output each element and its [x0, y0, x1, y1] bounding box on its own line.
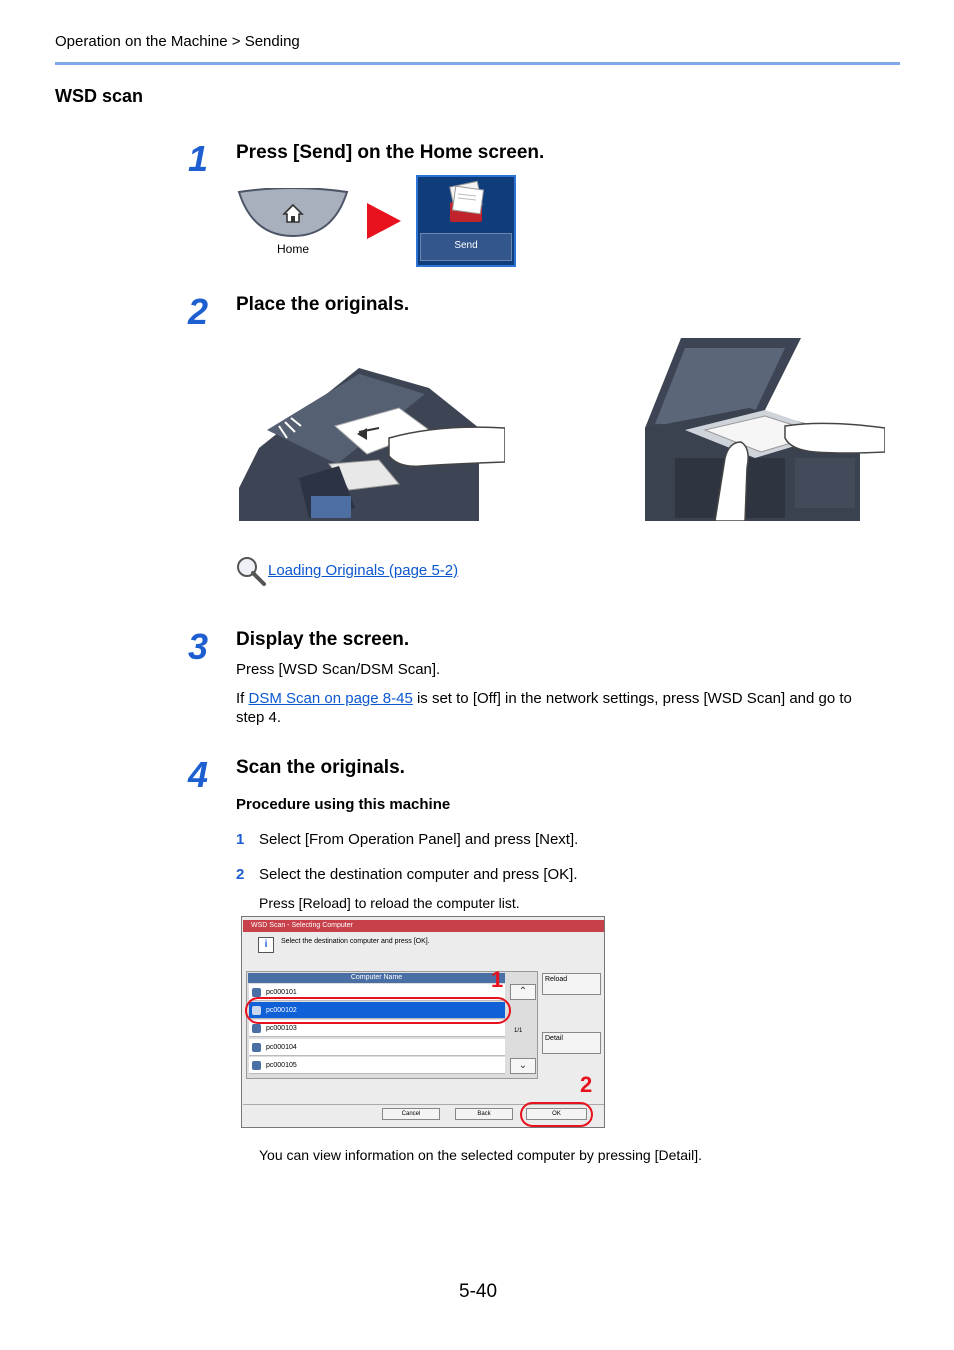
substep-text-1: Select [From Operation Panel] and press [Next].: [259, 831, 579, 848]
arrow-right-icon: [367, 203, 401, 239]
step-title-2: Place the originals.: [236, 294, 410, 315]
chevron-down-icon: ⌄: [518, 1060, 528, 1071]
callout-number-1: 1: [491, 967, 504, 992]
reload-button[interactable]: Reload: [542, 973, 601, 995]
page-indicator: 1/1: [514, 1028, 523, 1034]
procedure-heading: Procedure using this machine: [236, 796, 451, 813]
substep-number-2: 2: [236, 866, 245, 883]
breadcrumb: Operation on the Machine > Sending: [55, 33, 300, 50]
send-label: Send: [454, 240, 478, 251]
step-number-3: 3: [188, 626, 209, 667]
home-label: Home: [276, 242, 309, 256]
step3-condition-cont: step 4.: [236, 709, 282, 726]
step-number-2: 2: [188, 291, 209, 332]
header-divider: [55, 62, 900, 65]
computer-icon: [252, 988, 261, 997]
panel-title: WSD Scan - Selecting Computer: [251, 922, 353, 929]
section-title: WSD scan: [55, 86, 144, 106]
info-icon: i: [258, 937, 274, 953]
dsm-scan-link[interactable]: DSM Scan on page 8-45: [248, 690, 413, 707]
scroll-down-button[interactable]: [510, 1058, 536, 1074]
step3-condition-suffix: is set to [Off] in the network settings, press [WSD Scan] and go to: [412, 690, 852, 707]
list-item-label: pc000105: [266, 1062, 297, 1069]
computer-icon: [252, 1024, 261, 1033]
list-item-label: pc000104: [266, 1044, 297, 1051]
step3-condition-prefix: If: [236, 690, 249, 707]
page-number: 5-40: [459, 1281, 498, 1302]
back-button[interactable]: Back: [455, 1108, 513, 1120]
substep-number-1: 1: [236, 831, 245, 848]
step-title-3: Display the screen.: [236, 629, 410, 650]
step-number-4: 4: [188, 754, 209, 795]
detail-note: You can view information on the selected computer by pressing [Detail].: [259, 1147, 703, 1163]
detail-button[interactable]: Detail: [542, 1032, 601, 1054]
panel-message: Select the destination computer and press [OK].: [281, 938, 430, 945]
document-feeder-illustration: [239, 368, 505, 521]
magnifier-icon: [236, 556, 266, 586]
computer-icon: [252, 1043, 261, 1052]
ok-button[interactable]: OK: [526, 1108, 587, 1120]
callout-ring-selection: [245, 997, 511, 1024]
step3-condition: [236, 689, 900, 708]
cancel-button[interactable]: Cancel: [382, 1108, 440, 1120]
platen-glass-illustration: [645, 338, 885, 521]
scroll-up-button[interactable]: [510, 984, 536, 1000]
substep-text-2: Select the destination computer and press [OK].: [259, 866, 578, 883]
step3-instruction: Press [WSD Scan/DSM Scan].: [236, 661, 441, 678]
step-title-4: Scan the originals.: [236, 757, 405, 778]
list-item[interactable]: [249, 1039, 505, 1056]
column-header-computer-name: Computer Name: [248, 973, 505, 983]
list-item-label: pc000103: [266, 1025, 297, 1032]
reload-note: Press [Reload] to reload the computer list.: [259, 895, 520, 911]
send-documents-icon: [440, 180, 492, 228]
callout-ring-ok: [520, 1102, 593, 1127]
list-item-label: pc000101: [266, 989, 297, 996]
step-number-1: 1: [188, 138, 209, 179]
chevron-up-icon: ⌃: [518, 986, 528, 997]
step-title-1: Press [Send] on the Home screen.: [236, 142, 545, 163]
list-item-label: pc000102: [266, 1007, 297, 1014]
computer-icon: [252, 1061, 261, 1070]
list-item[interactable]: [249, 1057, 505, 1074]
callout-number-2: 2: [580, 1072, 593, 1097]
loading-originals-link[interactable]: Loading Originals (page 5-2): [268, 562, 459, 579]
